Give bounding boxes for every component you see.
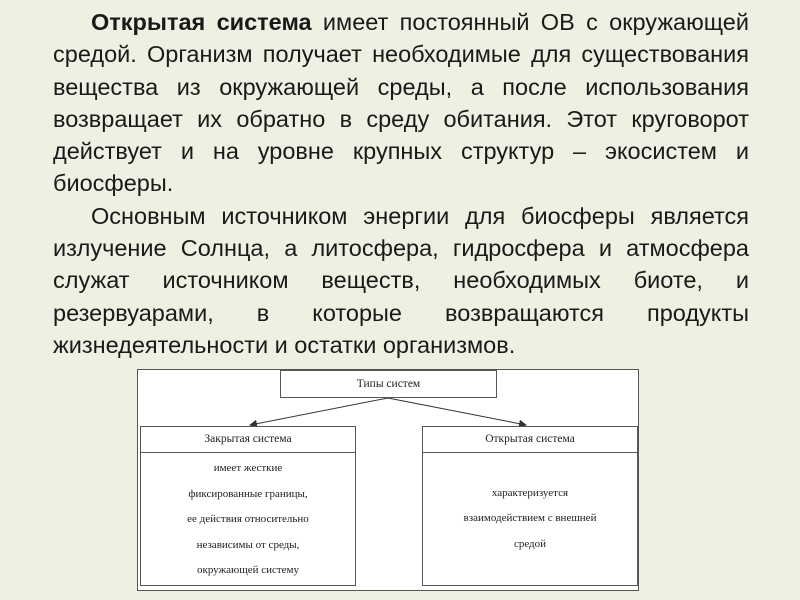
closed-system-description	[140, 452, 356, 586]
paragraph-energy-source	[53, 200, 749, 361]
arrow-to-closed-system	[250, 398, 388, 425]
system-types-diagram	[137, 369, 639, 591]
open-system-line: взаимодействием с внешней	[463, 512, 597, 525]
open-system-title: Открытая система	[422, 426, 638, 453]
paragraph-open-system	[53, 6, 749, 200]
text-content	[53, 6, 749, 361]
open-system-description	[422, 452, 638, 586]
diagram-root-box: Типы систем	[280, 370, 497, 398]
term-open-system: Открытая система	[91, 9, 312, 35]
closed-system-line: ее действия относительно	[187, 513, 309, 526]
arrow-to-open-system	[388, 398, 526, 425]
closed-system-line: имеет жесткие	[213, 462, 283, 475]
paragraph-open-system-text: имеет постоянный ОВ с окружающей средой. Организм получает необходимые для существования вещества из окружающей среды, а после использования возвращает их обратно в среду обитания. Этот круговорот действует и на уровне крупных структур – экосистем и биосферы.	[53, 9, 749, 197]
open-system-line: характеризуется	[491, 486, 569, 499]
open-system-line: средой	[513, 537, 547, 550]
paragraph-energy-source-text: Основным источником энергии для биосферы является излучение Солнца, а литосфера, гидросфера и атмосфера служат источником веществ, необходимых биоте, и резервуарами, в которые возвращаются продукты жизнедеятельности и остатки организмов.	[53, 202, 749, 358]
closed-system-title: Закрытая система	[140, 426, 356, 453]
closed-system-line: фиксированные границы,	[188, 487, 308, 500]
closed-system-line: независимы от среды,	[196, 538, 300, 551]
closed-system-line: окружающей систему	[196, 564, 300, 577]
